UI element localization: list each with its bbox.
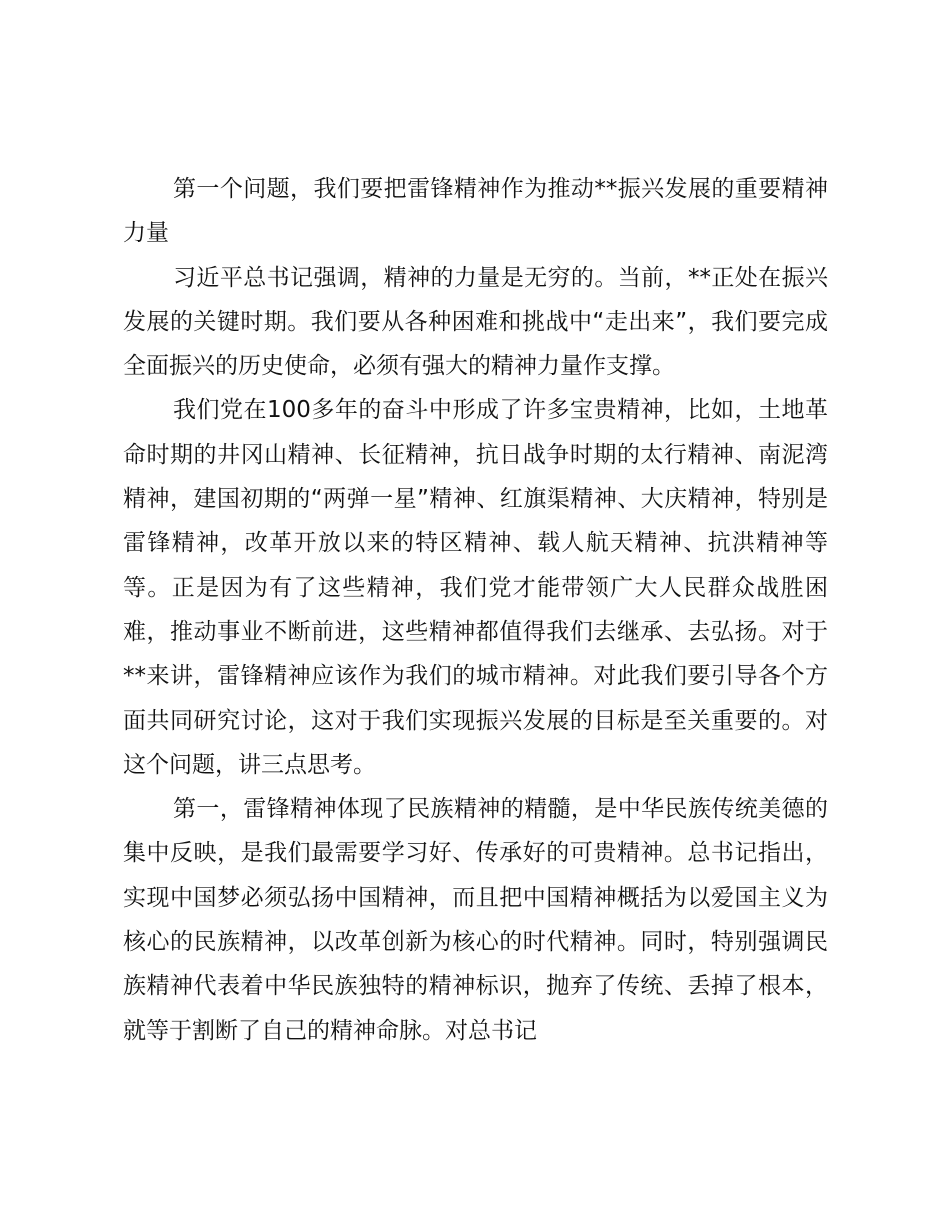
paragraph: 习近平总书记强调，精神的力量是无穷的。当前，**正处在振兴发展的关键时期。我们要从各种困难和挑战中“走出来”，我们要完成全面振兴的历史使命，必须有强大的精神力量作支撑。 [123,264,828,380]
paragraph: 第一，雷锋精神体现了民族精神的精髓，是中华民族传统美德的集中反映，是我们最需要学习好、传承好的可贵精神。总书记指出，实现中国梦必须弘扬中国精神，而且把中国精神概括为以爱国主义为核心的民族精神，以改革创新为核心的时代精神。同时，特别强调民族精神代表着中华民族独特的精神标识，抛弃了传统、丢掉了根本，就等于割断了自己的精神命脉。对总书记 [123,796,828,1044]
section-heading: 第一个问题，我们要把雷锋精神作为推动**振兴发展的重要精神力量 [123,176,828,247]
paragraph: 我们党在100多年的奋斗中形成了许多宝贵精神，比如，土地革命时期的井冈山精神、长征精神，抗日战争时期的太行精神、南泥湾精神，建国初期的“两弹一星”精神、红旗渠精神、大庆精神，特别是雷锋精神，改革开放以来的特区精神、载人航天精神、抗洪精神等等。正是因为有了这些精神，我们党才能带领广大人民群众战胜困难，推动事业不断前进，这些精神都值得我们去继承、去弘扬。对于**来讲，雷锋精神应该作为我们的城市精神。对此我们要引导各个方面共同研究讨论，这对于我们实现振兴发展的目标是至关重要的。对这个问题，讲三点思考。 [123,397,828,778]
document-body [123,167,828,1053]
